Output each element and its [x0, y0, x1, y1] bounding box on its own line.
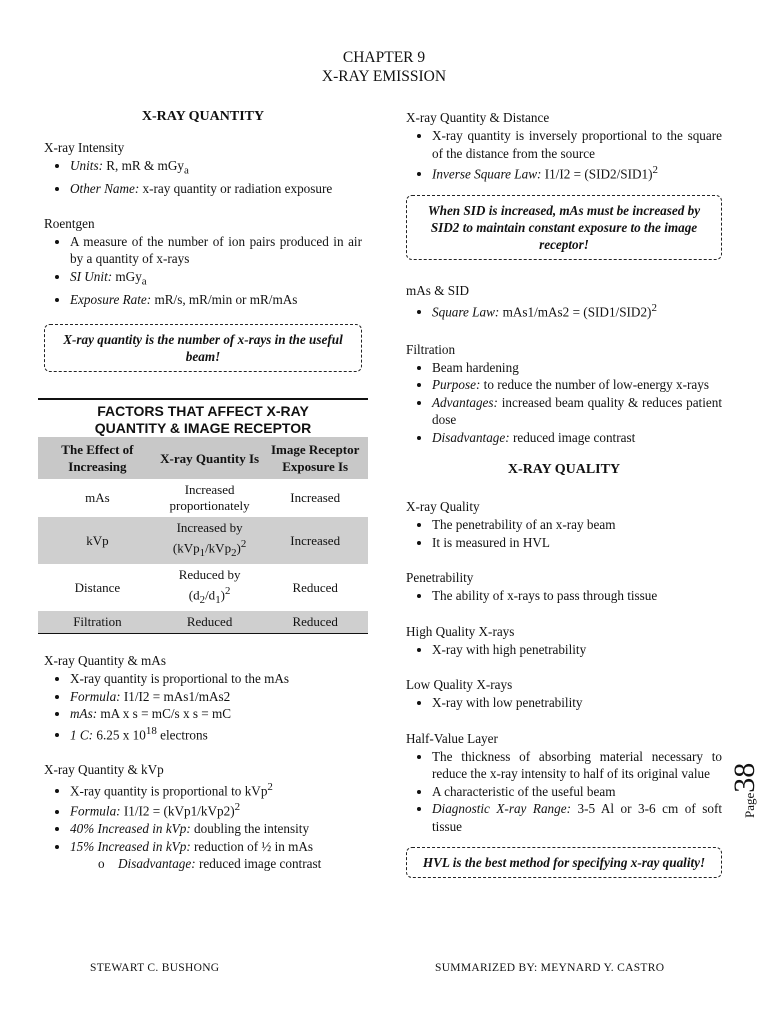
table-header: X-ray Quantity Is	[157, 437, 263, 479]
callout-quantity: X-ray quantity is the number of x-rays in the useful beam!	[44, 324, 362, 372]
list-item: • It is measured in HVL	[432, 534, 722, 552]
section-title-quality: X-RAY QUALITY	[507, 462, 621, 478]
group-high-quality	[406, 623, 722, 659]
group-penetrability	[406, 569, 722, 605]
list-item: • The thickness of absorbing material necessary to reduce the x-ray intensity to half of its original value	[432, 748, 722, 783]
left-column	[44, 109, 362, 885]
list-item: • A measure of the number of ion pairs produced in air by a quantity of x-rays	[70, 233, 362, 268]
group-title: X-ray Intensity	[44, 140, 125, 155]
group-distance	[406, 109, 722, 183]
table-header: Image Receptor Exposure Is	[262, 437, 368, 479]
list-item: • X-ray quantity is proportional to kVp$^2$	[70, 779, 362, 800]
page-number: Page 38	[728, 762, 761, 818]
table-row: kVp Increased by $(kVp_1/kVp_2)^2$ Increased	[38, 517, 368, 564]
list-item: • 15% Increased in kVp: reduction of ½ in mAs o Disadvantage: reduced image contrast	[70, 838, 362, 873]
list-item: • Other Name: x-ray quantity or radiation exposure	[70, 180, 362, 198]
table-row: Filtration Reduced Reduced	[38, 611, 368, 634]
chapter-title: X-RAY EMISSION	[321, 68, 447, 85]
group-intensity	[44, 139, 362, 198]
group-hvl	[406, 730, 722, 836]
footer-author: STEWART C. BUSHONG	[90, 962, 220, 974]
list-item: • The ability of x-rays to pass through tissue	[432, 587, 722, 605]
table-header: The Effect of Increasing	[38, 437, 157, 479]
group-filtration	[406, 341, 722, 447]
group-sid	[406, 282, 722, 321]
list-item: • Formula: I1/I2 = mAs1/mAs2	[70, 688, 362, 706]
list-item: • X-ray with high penetrability	[432, 641, 722, 659]
list-item: • X-ray with low penetrability	[432, 694, 722, 712]
group-title: mAs & SID	[406, 282, 470, 298]
factors-table	[38, 437, 368, 634]
section-title-quantity: X-RAY QUANTITY	[141, 109, 265, 124]
group-title: X-ray Quality	[406, 499, 480, 515]
chapter-label: CHAPTER 9	[342, 49, 426, 66]
list-item: • X-ray quantity is inversely proportional to the square of the distance from the source	[432, 127, 722, 162]
group-title: Filtration	[406, 341, 456, 357]
list-item: • Square Law: $mAs1/mAs2 = (SID1/SID2)^2$	[432, 300, 722, 321]
list-item: • Inverse Square Law: $I1/I2 = (SID2/SID1)^2$	[432, 162, 722, 183]
list-item: • Advantages: increased beam quality & reduces patient dose	[432, 394, 722, 429]
list-item: • 40% Increased in kVp: doubling the intensity	[70, 820, 362, 838]
group-low-quality	[406, 676, 722, 712]
list-item: • Disadvantage: reduced image contrast	[432, 429, 722, 447]
table-row: mAs Increased proportionately Increased	[85, 482, 341, 514]
callout-hvl: HVL is the best method for specifying x-ray quality!	[406, 847, 722, 878]
list-item: o Disadvantage: reduced image contrast	[118, 855, 362, 873]
list-item: • Units: R, mR & mGy$_a$	[70, 157, 362, 180]
right-column	[406, 109, 722, 892]
list-item: • A characteristic of the useful beam	[432, 783, 722, 801]
list-item: • Beam hardening	[432, 359, 722, 377]
list-item: • 1 C: 6.25 x $10^{18}$ electrons	[70, 723, 362, 744]
list-item: • mAs: mA x s = mC/s x s = mC	[70, 705, 362, 723]
group-title: Half-Value Layer	[406, 730, 498, 746]
footer-summarizer: SUMMARIZED BY: MEYNARD Y. CASTRO	[435, 962, 665, 974]
callout-sid: When SID is increased, mAs must be increased by SID2 to maintain constant exposure to the image receptor!	[406, 195, 722, 260]
group-title: Roentgen	[44, 215, 95, 231]
group-quality	[406, 498, 722, 551]
list-item: • Diagnostic X-ray Range: 3-5 Al or 3-6 cm of soft tissue	[432, 800, 722, 835]
list-item: • Exposure Rate: mR/s, mR/min or mR/mAs	[70, 291, 362, 309]
group-title: High Quality X-rays	[406, 623, 515, 639]
group-title: X-ray Quantity & mAs	[44, 653, 166, 669]
list-item: • Purpose: to reduce the number of low-energy x-rays	[432, 376, 722, 394]
group-title: X-ray Quantity & Distance	[406, 110, 550, 125]
list-item: • X-ray quantity is proportional to the mAs	[70, 670, 362, 688]
list-item: • Formula: $I1/I2 = (kVp1/kVp2)^2$	[70, 799, 362, 820]
table-title: FACTORS THAT AFFECT X-RAY QUANTITY & IMAGE RECEPTOR	[38, 398, 368, 437]
list-item: • SI Unit: mGy$_a$	[70, 268, 362, 291]
group-mas	[44, 652, 362, 743]
table-row: Distance Reduced by $(d_2/d_1)^2$ Reduced	[74, 567, 338, 607]
group-title: Penetrability	[406, 570, 474, 586]
group-kvp	[44, 761, 362, 873]
group-roentgen	[44, 215, 362, 309]
page-header	[0, 48, 768, 86]
group-title: Low Quality X-rays	[406, 677, 513, 693]
list-item: • The penetrability of an x-ray beam	[432, 516, 722, 534]
group-title: X-ray Quantity & kVp	[44, 761, 164, 777]
